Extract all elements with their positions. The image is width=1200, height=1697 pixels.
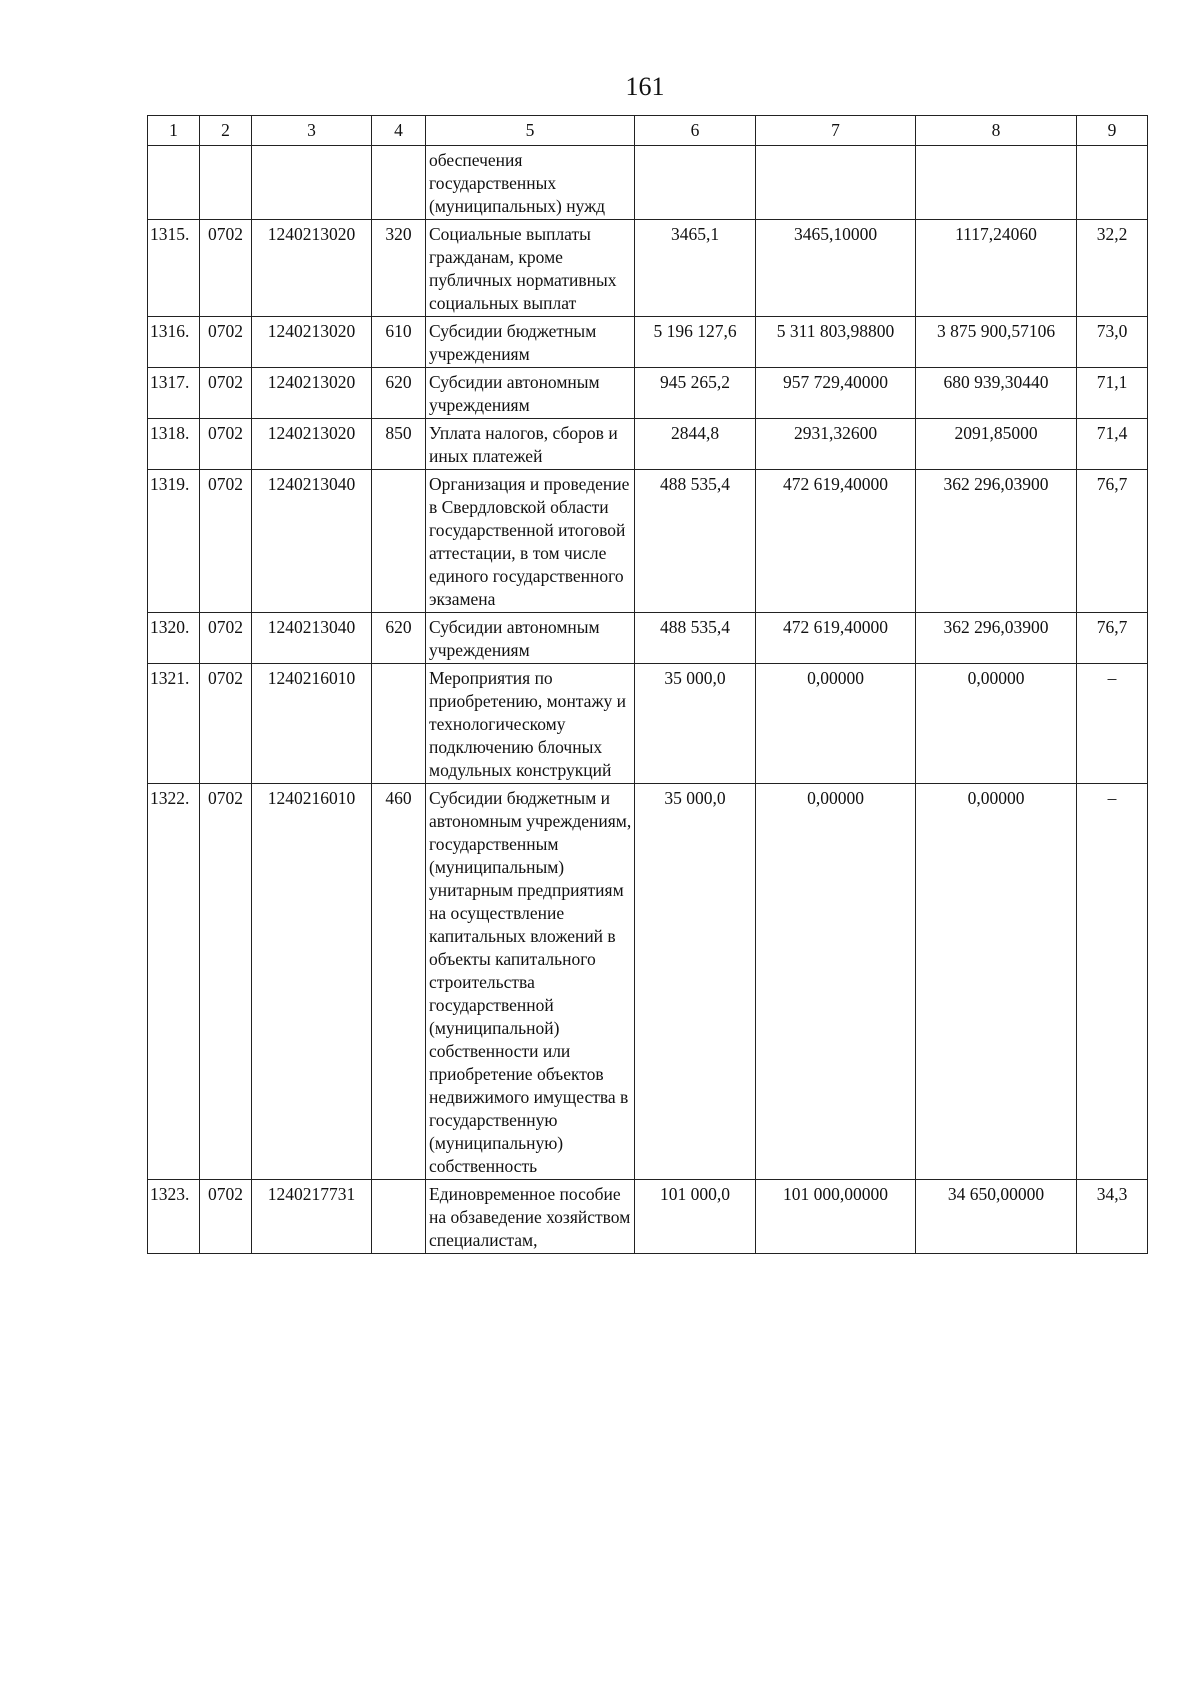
value-col6: 488 535,4 xyxy=(635,470,756,613)
section-code: 0702 xyxy=(200,419,252,470)
target-code: 1240213020 xyxy=(252,419,372,470)
row-number: 1317. xyxy=(148,368,200,419)
value-col9: 71,1 xyxy=(1077,368,1148,419)
table-row xyxy=(148,1180,1148,1254)
row-number: 1318. xyxy=(148,419,200,470)
row-number xyxy=(148,146,200,220)
value-col8: 0,00000 xyxy=(916,784,1077,1180)
row-number: 1323. xyxy=(148,1180,200,1254)
target-code: 1240213020 xyxy=(252,317,372,368)
value-col9: 34,3 xyxy=(1077,1180,1148,1254)
value-col9: 76,7 xyxy=(1077,470,1148,613)
table-row xyxy=(148,664,1148,784)
item-name: Субсидии бюджетным учреждениям xyxy=(426,317,635,368)
target-code xyxy=(252,146,372,220)
item-name: Субсидии бюджетным и автономным учреждениям, государственным (муниципальным) унитарным предприятиям на осуществление капитальных вложений в объекты капитального строительства государственной (муниципальной) собственности или приобретение объектов недвижимого имущества в государственную (муниципальную) собственность xyxy=(426,784,635,1180)
value-col6: 2844,8 xyxy=(635,419,756,470)
column-header: 1 xyxy=(148,116,200,146)
item-name: Социальные выплаты гражданам, кроме публичных нормативных социальных выплат xyxy=(426,220,635,317)
row-number: 1321. xyxy=(148,664,200,784)
section-code: 0702 xyxy=(200,613,252,664)
value-col9: 71,4 xyxy=(1077,419,1148,470)
item-name: Организация и проведение в Свердловской области государственной итоговой аттестации, в том числе единого государственного экзамена xyxy=(426,470,635,613)
column-header: 6 xyxy=(635,116,756,146)
column-header: 4 xyxy=(372,116,426,146)
value-col7: 3465,10000 xyxy=(756,220,916,317)
column-header: 7 xyxy=(756,116,916,146)
table-row xyxy=(148,613,1148,664)
table-row xyxy=(148,368,1148,419)
column-header: 8 xyxy=(916,116,1077,146)
column-header: 9 xyxy=(1077,116,1148,146)
budget-table xyxy=(147,115,1148,1254)
value-col9 xyxy=(1077,146,1148,220)
section-code xyxy=(200,146,252,220)
type-code xyxy=(372,1180,426,1254)
row-number: 1319. xyxy=(148,470,200,613)
value-col6: 5 196 127,6 xyxy=(635,317,756,368)
target-code: 1240213020 xyxy=(252,220,372,317)
row-number: 1315. xyxy=(148,220,200,317)
value-col6: 488 535,4 xyxy=(635,613,756,664)
type-code: 610 xyxy=(372,317,426,368)
value-col7: 957 729,40000 xyxy=(756,368,916,419)
column-header: 5 xyxy=(426,116,635,146)
target-code: 1240216010 xyxy=(252,784,372,1180)
value-col6: 3465,1 xyxy=(635,220,756,317)
type-code xyxy=(372,664,426,784)
value-col7: 101 000,00000 xyxy=(756,1180,916,1254)
item-name: Субсидии автономным учреждениям xyxy=(426,368,635,419)
table-row xyxy=(148,220,1148,317)
section-code: 0702 xyxy=(200,664,252,784)
value-col7: 5 311 803,98800 xyxy=(756,317,916,368)
table-row xyxy=(148,146,1148,220)
value-col8: 1117,24060 xyxy=(916,220,1077,317)
section-code: 0702 xyxy=(200,784,252,1180)
value-col9: 73,0 xyxy=(1077,317,1148,368)
value-col7: 0,00000 xyxy=(756,664,916,784)
section-code: 0702 xyxy=(200,470,252,613)
type-code: 620 xyxy=(372,613,426,664)
value-col7: 0,00000 xyxy=(756,784,916,1180)
section-code: 0702 xyxy=(200,317,252,368)
value-col9: 76,7 xyxy=(1077,613,1148,664)
value-col8 xyxy=(916,146,1077,220)
value-col6 xyxy=(635,146,756,220)
value-col8: 362 296,03900 xyxy=(916,613,1077,664)
item-name: Субсидии автономным учреждениям xyxy=(426,613,635,664)
value-col6: 945 265,2 xyxy=(635,368,756,419)
target-code: 1240213040 xyxy=(252,613,372,664)
type-code: 850 xyxy=(372,419,426,470)
type-code xyxy=(372,470,426,613)
type-code: 460 xyxy=(372,784,426,1180)
column-header: 2 xyxy=(200,116,252,146)
value-col9: 32,2 xyxy=(1077,220,1148,317)
section-code: 0702 xyxy=(200,1180,252,1254)
target-code: 1240217731 xyxy=(252,1180,372,1254)
value-col8: 3 875 900,57106 xyxy=(916,317,1077,368)
row-number: 1320. xyxy=(148,613,200,664)
value-col9: – xyxy=(1077,664,1148,784)
target-code: 1240216010 xyxy=(252,664,372,784)
target-code: 1240213020 xyxy=(252,368,372,419)
table-row xyxy=(148,419,1148,470)
type-code: 620 xyxy=(372,368,426,419)
row-number: 1322. xyxy=(148,784,200,1180)
item-name: Мероприятия по приобретению, монтажу и технологическому подключению блочных модульных конструкций xyxy=(426,664,635,784)
value-col7 xyxy=(756,146,916,220)
value-col6: 35 000,0 xyxy=(635,664,756,784)
header-row xyxy=(148,116,1148,146)
value-col7: 472 619,40000 xyxy=(756,613,916,664)
value-col6: 35 000,0 xyxy=(635,784,756,1180)
column-header: 3 xyxy=(252,116,372,146)
item-name: обеспечения государственных (муниципальных) нужд xyxy=(426,146,635,220)
type-code xyxy=(372,146,426,220)
value-col8: 2091,85000 xyxy=(916,419,1077,470)
section-code: 0702 xyxy=(200,368,252,419)
section-code: 0702 xyxy=(200,220,252,317)
table-row xyxy=(148,317,1148,368)
value-col8: 0,00000 xyxy=(916,664,1077,784)
row-number: 1316. xyxy=(148,317,200,368)
value-col8: 34 650,00000 xyxy=(916,1180,1077,1254)
table-row xyxy=(148,470,1148,613)
item-name: Единовременное пособие на обзаведение хозяйством специалистам, xyxy=(426,1180,635,1254)
value-col9: – xyxy=(1077,784,1148,1180)
value-col7: 2931,32600 xyxy=(756,419,916,470)
value-col7: 472 619,40000 xyxy=(756,470,916,613)
table-row xyxy=(148,784,1148,1180)
item-name: Уплата налогов, сборов и иных платежей xyxy=(426,419,635,470)
value-col6: 101 000,0 xyxy=(635,1180,756,1254)
type-code: 320 xyxy=(372,220,426,317)
value-col8: 362 296,03900 xyxy=(916,470,1077,613)
page-number: 161 xyxy=(625,72,665,101)
target-code: 1240213040 xyxy=(252,470,372,613)
value-col8: 680 939,30440 xyxy=(916,368,1077,419)
